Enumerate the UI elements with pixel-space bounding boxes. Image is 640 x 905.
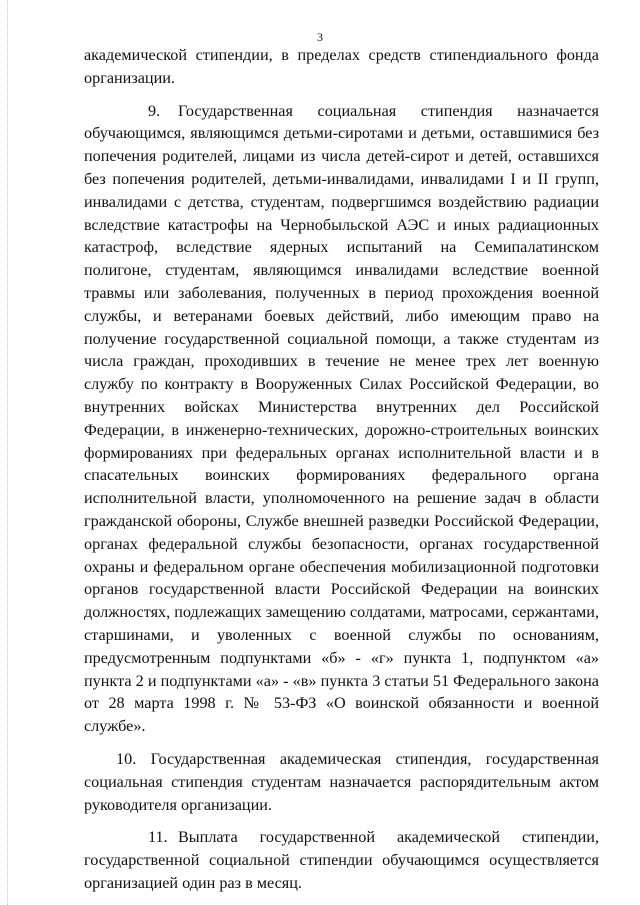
paragraph-text: академической стипендии, в пределах средств стипендиального фонда организации.: [84, 46, 599, 87]
paragraph-text: Выплата государственной академической стипендии, государственной социальной стипендии обучающимся осуществляется организацией один раз в месяц.: [84, 828, 599, 892]
paragraph-number: 9.: [148, 101, 161, 120]
document-body: [84, 44, 599, 905]
page-number: 3: [317, 30, 323, 44]
paragraph-number: 10.: [116, 749, 137, 768]
paragraph-text: Государственная академическая стипендия, государственная социальная стипендия студентам назначается распорядительным актом руководителя организации.: [84, 749, 600, 814]
paragraph-continuation: [84, 44, 599, 90]
scan-edge-line: [7, 0, 8, 905]
paragraph-9: [84, 100, 599, 738]
paragraph-number: 11.: [148, 828, 168, 847]
paragraph-11: [84, 826, 599, 894]
paragraph-10: [84, 748, 599, 816]
paragraph-text: Государственная социальная стипендия назначается обучающимся, являющимся детьми-сиротами и детьми, оставшимися без попечения родителей, лицами из числа детей-сирот и детей, оставшихся без попечения родителей, детьми-инвалидами, инвалидами I и II групп, инвалидами с детства, студентам, подвергшимся воздействию радиации вследствие катастрофы на Чернобыльской АЭС и иных радиационных катастроф, вследствие ядерных испытаний на Семипалатинском полигоне, студентам, являющимся инвалидами вследствие военной травмы или заболевания, полученных в период прохождения военной службы, и ветеранами боевых действий, либо имеющим право на получение государственной социальной помощи, а также студентам из числа граждан, проходивших в течение не менее трех лет военную службу по контракту в Вооруженных Силах Российской Федерации, во внутренних войсках Министерства внутренних дел Российской Федерации, в инженерно-технических, дорожно-строительных воинских формированиях при федеральных органах исполнительной власти и в спасательных воинских формированиях федерального органа исполнительной власти, уполномоченного на решение задач в области гражданской обороны, Службе внешней разведки Российской Федерации, органах федеральной службы безопасности, органах государственной охраны и федеральном органе обеспечения мобилизационной подготовки органов государственной власти Российской Федерации на воинских должностях, подлежащих замещению солдатами, матросами, сержантами, старшинами, и уволенных с военной службы по основаниям, предусмотренным подпунктами «б» - «г» пункта 1, подпунктом «а» пункта 2 и подпунктами «а» - «в» пункта 3 статьи 51 Федерального закона от 28 марта 1998 г. № 53-ФЗ «О воинской обязанности и военной службе».: [84, 101, 599, 736]
